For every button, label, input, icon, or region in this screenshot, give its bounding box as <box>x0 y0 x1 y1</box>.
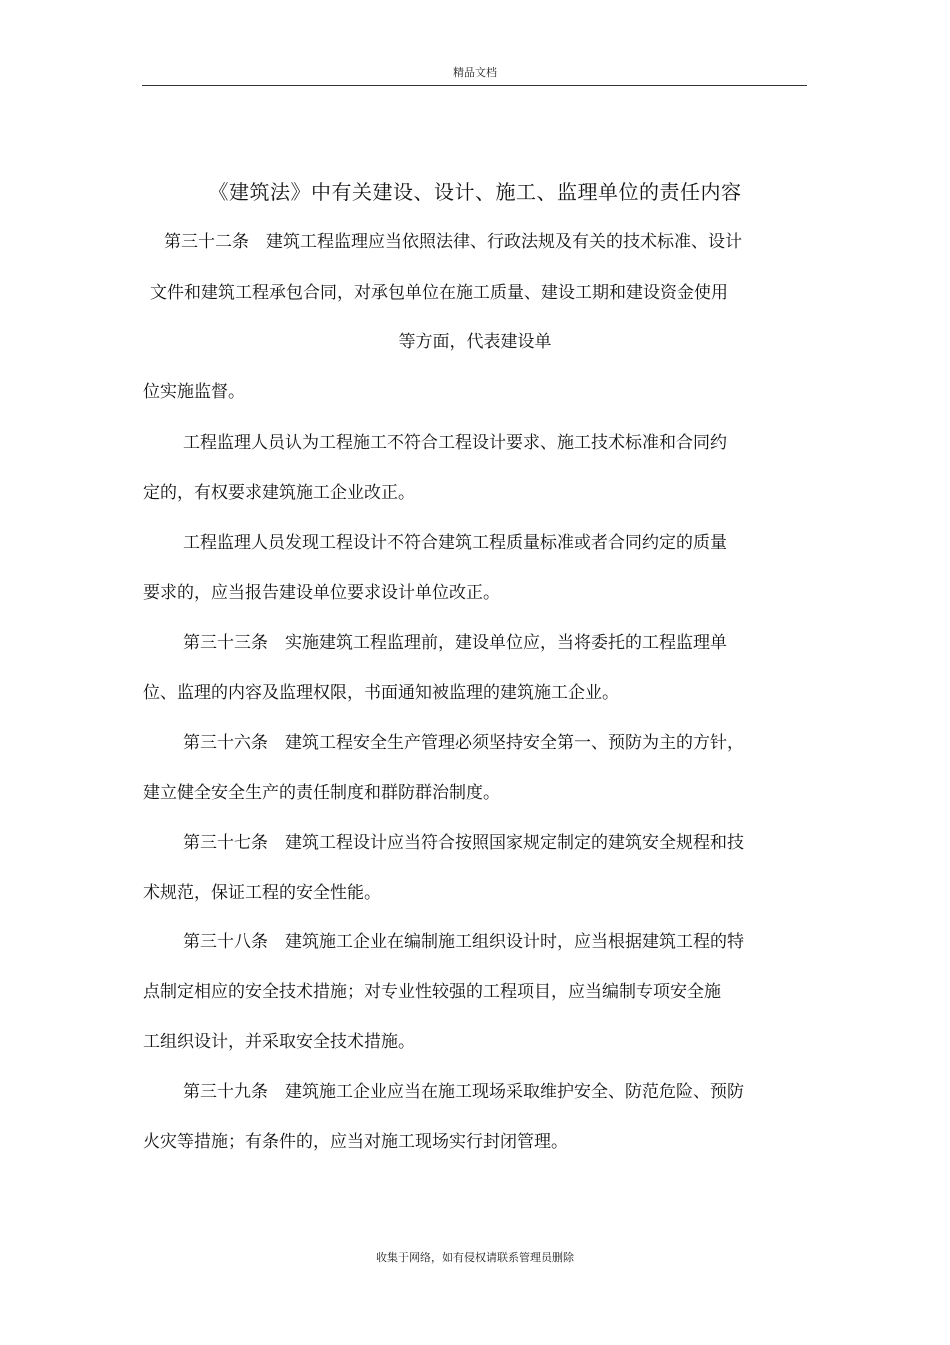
text-line: 第三十二条 建筑工程监理应当依照法律、行政法规及有关的技术标准、设计 <box>164 232 742 252</box>
text-line: 文件和建筑工程承包合同，对承包单位在施工质量、建设工期和建设资金使用 <box>150 283 728 303</box>
text-line: 建立健全安全生产的责任制度和群防群治制度。 <box>143 783 500 803</box>
text-line: 定的，有权要求建筑施工企业改正。 <box>143 483 415 503</box>
text-line: 第三十七条 建筑工程设计应当符合按照国家规定制定的建筑安全规程和技 <box>183 833 744 853</box>
text-line: 工程监理人员认为工程施工不符合工程设计要求、施工技术标准和合同约 <box>183 433 727 453</box>
text-line: 点制定相应的安全技术措施；对专业性较强的工程项目，应当编制专项安全施 <box>143 982 721 1002</box>
text-line: 要求的，应当报告建设单位要求设计单位改正。 <box>143 583 500 603</box>
text-line: 工程监理人员发现工程设计不符合建筑工程质量标准或者合同约定的质量 <box>183 533 727 553</box>
text-line: 术规范，保证工程的安全性能。 <box>143 883 381 903</box>
text-line: 工组织设计，并采取安全技术措施。 <box>143 1032 415 1052</box>
page-footer: 收集于网络，如有侵权请联系管理员删除 <box>376 1251 574 1264</box>
text-line: 第三十九条 建筑施工企业应当在施工现场采取维护安全、防范危险、预防 <box>183 1082 744 1102</box>
text-line: 位实施监督。 <box>143 382 245 402</box>
document-title: 《建筑法》中有关建设、设计、施工、监理单位的责任内容 <box>208 180 742 204</box>
page-header: 精品文档 <box>453 66 497 79</box>
text-line: 等方面，代表建设单 <box>398 332 552 352</box>
text-line: 第三十三条 实施建筑工程监理前，建设单位应，当将委托的工程监理单 <box>183 633 727 653</box>
text-line: 第三十八条 建筑施工企业在编制施工组织设计时，应当根据建筑工程的特 <box>183 932 744 952</box>
text-line: 第三十六条 建筑工程安全生产管理必须坚持安全第一、预防为主的方针， <box>183 733 744 753</box>
text-line: 位、监理的内容及监理权限，书面通知被监理的建筑施工企业。 <box>143 683 619 703</box>
header-rule <box>142 85 807 86</box>
text-line: 火灾等措施；有条件的，应当对施工现场实行封闭管理。 <box>143 1132 568 1152</box>
